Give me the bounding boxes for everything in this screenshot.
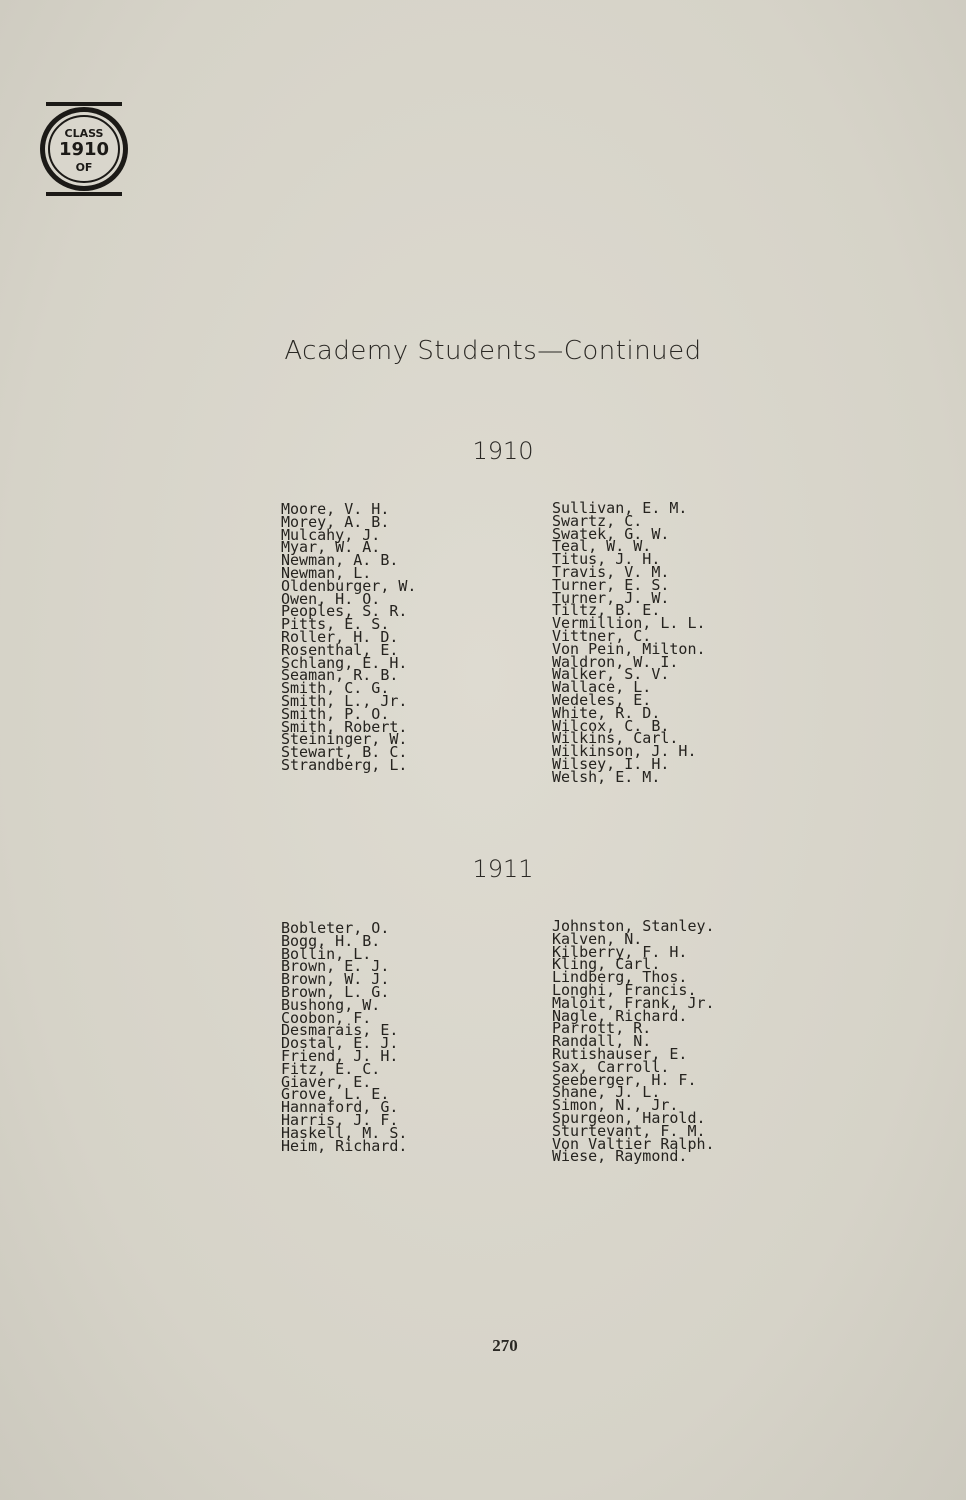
student-name: Sax, Carroll. <box>552 1057 670 1076</box>
class-of-1910-seal-icon <box>36 100 132 198</box>
student-name: Smith, C. G. <box>281 679 390 698</box>
student-name: Schlang, E. H. <box>281 653 408 672</box>
student-name: Swatek, G. W. <box>552 524 670 543</box>
svg-text:CLASS: CLASS <box>64 127 104 140</box>
student-name: Newman, A. B. <box>281 551 399 570</box>
student-name: Wedeles, E. <box>552 690 652 709</box>
student-name: Shane, J. L. <box>552 1083 661 1102</box>
svg-text:1910: 1910 <box>58 139 110 160</box>
student-name: Haskell, M. S. <box>281 1123 408 1142</box>
student-name: Nagle, Richard. <box>552 1006 688 1025</box>
student-name: Roller, H. D. <box>281 627 399 646</box>
student-list-1910-right <box>552 499 706 786</box>
student-name: Kalven, N. <box>552 929 643 948</box>
student-name: Heim, Richard. <box>281 1136 408 1155</box>
student-name: Wilcox, C. B. <box>552 716 670 735</box>
student-name: Brown, E. J. <box>281 957 390 976</box>
student-name: Parrott, R. <box>552 1019 652 1038</box>
student-name: Hannaford, G. <box>281 1098 399 1117</box>
student-name: Giaver, E. <box>281 1072 372 1091</box>
student-name: Pitts, E. S. <box>281 615 390 634</box>
student-name: Bollin, L. <box>281 944 372 963</box>
student-name: Wilsey, I. H. <box>552 754 670 773</box>
student-name: Wallace, L. <box>552 678 652 697</box>
student-name: Welsh, E. M. <box>552 767 661 786</box>
student-name: Spurgeon, Harold. <box>552 1108 706 1127</box>
student-name: Strandberg, L. <box>281 755 408 774</box>
student-name: Sturtevant, F. M. <box>552 1121 706 1140</box>
student-name: Bushong, W. <box>281 995 381 1014</box>
student-name: Harris, J. F. <box>281 1110 399 1129</box>
student-name: Peoples, S. R. <box>281 602 408 621</box>
student-name: Randall, N. <box>552 1032 652 1051</box>
student-name: Longhi, Francis. <box>552 980 697 999</box>
student-name: Desmarais, E. <box>281 1021 399 1040</box>
student-name: Swartz, C. <box>552 511 643 530</box>
student-name: Titus, J. H. <box>552 550 661 569</box>
student-name: Bobleter, O. <box>281 919 390 937</box>
student-name: Johnston, Stanley. <box>552 917 715 935</box>
student-name: Vermillion, L. L. <box>552 614 706 633</box>
student-list-1911-right <box>552 917 715 1166</box>
student-name: Kilberry, F. H. <box>552 942 688 961</box>
student-list-1911-left <box>281 919 408 1155</box>
student-name: Kling, Carl. <box>552 955 661 974</box>
student-name: Oldenburger, W. <box>281 576 417 595</box>
student-name: Walker, S. V. <box>552 665 670 684</box>
student-name: Myar, W. A. <box>281 538 381 557</box>
student-name: Turner, J. W. <box>552 588 670 607</box>
page-number: 270 <box>492 1336 518 1355</box>
student-name: Von Pein, Milton. <box>552 639 706 658</box>
student-name: Seaman, R. B. <box>281 666 399 685</box>
student-name: Lindberg, Thos. <box>552 968 688 987</box>
student-name: Turner, E. S. <box>552 575 670 594</box>
student-name: Travis, V. M. <box>552 562 670 581</box>
year-heading-1910: 1910 <box>472 437 534 465</box>
student-name: Coobon, F. <box>281 1008 372 1027</box>
student-name: Waldron, W. I. <box>552 652 679 671</box>
student-name: Maloit, Frank, Jr. <box>552 993 715 1012</box>
year-heading-1911: 1911 <box>472 855 534 883</box>
page-title: Academy Students—Continued <box>284 336 702 366</box>
student-name: Dostal, E. J. <box>281 1034 399 1053</box>
student-name: Bogg, H. B. <box>281 931 381 950</box>
student-name: Newman, L. <box>281 563 372 582</box>
student-name: Rutishauser, E. <box>552 1044 688 1063</box>
student-name: Seeberger, H. F. <box>552 1070 697 1089</box>
student-name: Teal, W. W. <box>552 537 652 556</box>
svg-text:OF: OF <box>75 161 93 174</box>
student-name: Wilkins, Carl. <box>552 729 679 748</box>
student-name: Grove, L. E. <box>281 1085 390 1104</box>
student-name: Mulcahy, J. <box>281 525 381 544</box>
student-name: Vittner, C. <box>552 626 652 645</box>
student-name: Von Valtier Ralph. <box>552 1134 715 1153</box>
student-name: Smith, P. O. <box>281 704 390 723</box>
student-name: Brown, W. J. <box>281 970 390 989</box>
student-name: Brown, L. G. <box>281 982 390 1001</box>
student-name: Owen, H. O. <box>281 589 381 608</box>
student-name: Friend, J. H. <box>281 1046 399 1065</box>
student-name: Moore, V. H. <box>281 500 390 518</box>
student-name: Smith, L., Jr. <box>281 691 408 710</box>
student-name: Wilkinson, J. H. <box>552 742 697 761</box>
student-name: Stewart, B. C. <box>281 743 408 762</box>
student-name: White, R. D. <box>552 703 661 722</box>
student-name: Fitz, E. C. <box>281 1059 381 1078</box>
student-name: Rosenthal, E. <box>281 640 399 659</box>
student-name: Tiltz, B. E. <box>552 601 661 620</box>
student-name: Wiese, Raymond. <box>552 1147 688 1166</box>
student-name: Smith, Robert. <box>281 717 408 736</box>
student-list-1910-left <box>281 500 417 774</box>
student-name: Steininger, W. <box>281 730 408 749</box>
student-name: Morey, A. B. <box>281 512 390 531</box>
student-name: Sullivan, E. M. <box>552 499 688 517</box>
student-name: Simon, N., Jr. <box>552 1096 679 1115</box>
